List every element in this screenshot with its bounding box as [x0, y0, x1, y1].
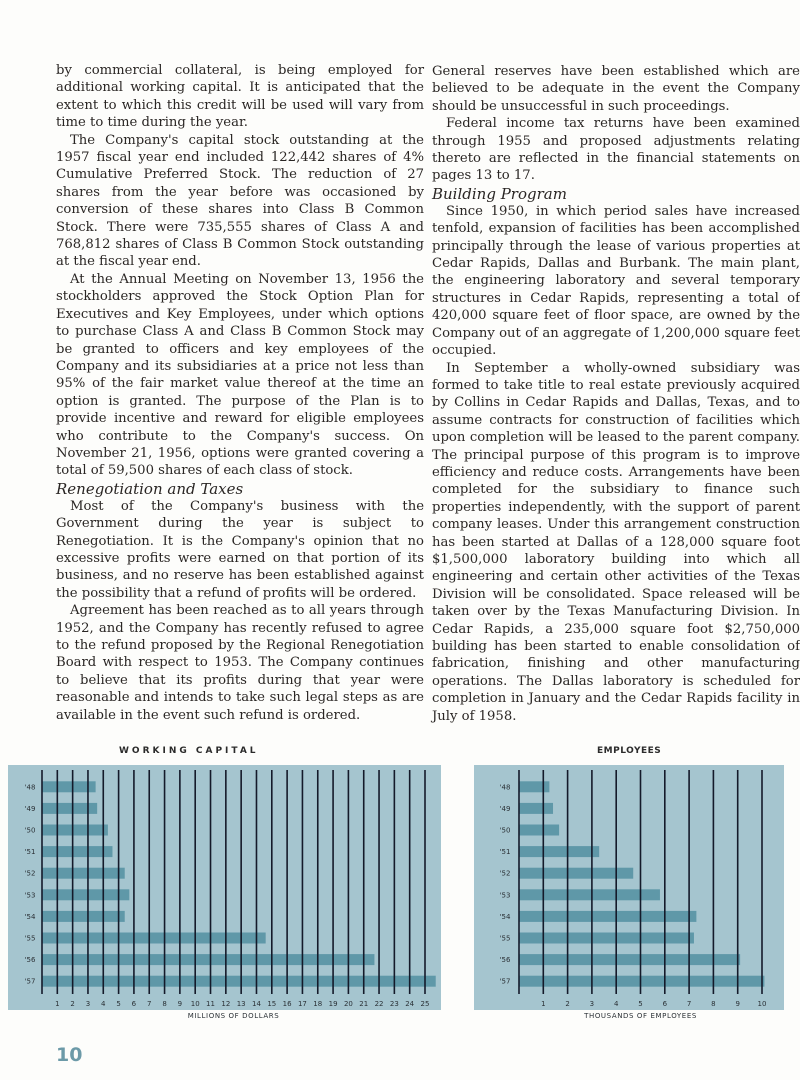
- section-heading-renegotiation: Renegotiation and Taxes: [56, 479, 244, 498]
- x-tick-label: 18: [313, 1000, 323, 1008]
- category-label: '49: [499, 804, 511, 813]
- bar-54: [519, 911, 696, 922]
- x-tick-label: 2: [70, 1000, 75, 1008]
- x-tick-label: 16: [282, 1000, 292, 1008]
- bar-51: [42, 846, 112, 857]
- category-label: '48: [24, 783, 36, 792]
- x-tick-label: 17: [297, 1000, 307, 1008]
- bar-54: [42, 911, 125, 922]
- x-tick-label: 8: [162, 1000, 167, 1008]
- x-tick-label: 20: [343, 1000, 353, 1008]
- bar-53: [42, 889, 129, 900]
- x-tick-label: 3: [589, 1000, 595, 1008]
- category-label: '54: [24, 912, 36, 921]
- x-tick-label: 6: [131, 1000, 137, 1008]
- x-tick-label: 8: [711, 1000, 716, 1008]
- bar-56: [519, 954, 740, 965]
- x-tick-label: 1: [55, 1000, 60, 1008]
- body-paragraph: At the Annual Meeting on November 13, 1956 the stockholders approved the Stock Option Plan for Executives and Key Employees, under which options to purchase Class A and Class B Common Stock may be granted to officers and key employees of the Company and its subsidiaries at a price not less than 95% of the fair market value thereof at the time an option is granted. The purpose of the Plan is to provide incentive and reward for eligible employees who contribute to the Company's success. On November 21, 1956, options were granted covering a total of 59,500 shares of each class of stock.: [56, 271, 424, 479]
- x-tick-label: 5: [116, 1000, 121, 1008]
- category-label: '55: [24, 934, 36, 943]
- bar-57: [519, 976, 764, 987]
- x-tick-label: 25: [420, 1000, 430, 1008]
- x-tick-label: 22: [374, 1000, 384, 1008]
- bar-49: [42, 803, 97, 814]
- x-tick-label: 1: [541, 1000, 546, 1008]
- bar-55: [42, 933, 266, 944]
- x-tick-label: 6: [662, 1000, 668, 1008]
- body-paragraph: Agreement has been reached as to all years through 1952, and the Company has recently refused to agree to the refund proposed by the Regional Renegotiation Board with respect to 1953. The Company continues to believe that its profits during that year were reasonable and intends to take such legal steps as are available in the event such refund is ordered.: [56, 603, 424, 723]
- employees-chart-title: EMPLOYEES: [597, 746, 662, 756]
- bar-51: [519, 846, 599, 857]
- bar-49: [519, 803, 553, 814]
- x-tick-label: 4: [101, 1000, 106, 1008]
- category-label: '57: [499, 977, 511, 986]
- x-tick-label: 19: [328, 1000, 338, 1008]
- bar-50: [519, 825, 559, 836]
- working-capital-chart-title: WORKING CAPITAL: [119, 746, 259, 756]
- left-paragraphs: [56, 62, 424, 480]
- x-tick-label: 7: [686, 1000, 692, 1008]
- right-paragraphs: [432, 63, 800, 185]
- x-tick-label: 24: [405, 1000, 415, 1008]
- x-tick-label: 10: [757, 1000, 767, 1008]
- body-paragraph: The Company's capital stock outstanding at the 1957 fiscal year end included 122,442 shares of 4% Cumulative Preferred Stock. The reduction of 27 shares from the year before was occasioned by conversion of these shares into Class B Common Stock. There were 735,555 shares of Class A and 768,812 shares of Class B Common Stock outstanding at the fiscal year end.: [56, 132, 424, 270]
- right-paragraphs-after: [432, 203, 800, 725]
- x-axis-label: THOUSANDS OF EMPLOYEES: [584, 1012, 697, 1020]
- x-tick-label: 2: [565, 1000, 570, 1008]
- bar-55: [519, 933, 694, 944]
- category-label: '51: [499, 848, 511, 857]
- bar-50: [42, 825, 108, 836]
- left-text-column: [56, 62, 424, 724]
- bar-48: [519, 781, 549, 792]
- x-tick-label: 7: [147, 1000, 152, 1008]
- x-tick-label: 10: [190, 1000, 200, 1008]
- body-paragraph: In September a wholly-owned subsidiary was formed to take title to real estate previously acquired by Collins in Cedar Rapids and Dallas, Texas, and to assume contracts for construction of facilities which upon completion will be leased to the parent company. The principal purpose of this program is to improve efficiency and reduce costs. Arrangements have been completed for the subsidiary to finance such properties independently, with the support of parent company leases. Under this arrangement construction has been started at Dallas of a 128,000 square foot $1,500,000 laboratory building into which all engineering and certain other activities of the Texas Division will be consolidated. Space released will be taken over by the Texas Manufacturing Division. In Cedar Rapids, a 235,000 square foot $2,750,000 building has been started to enable consolidation of fabrication, finishing and other manufacturing operations. The Dallas laboratory is scheduled for completion in January and the Cedar Rapids facility in July of 1958.: [432, 360, 800, 724]
- x-tick-label: 23: [389, 1000, 399, 1008]
- category-label: '50: [24, 826, 36, 835]
- x-tick-label: 9: [735, 1000, 740, 1008]
- x-tick-label: 21: [359, 1000, 369, 1008]
- x-tick-label: 13: [236, 1000, 246, 1008]
- body-paragraph: Federal income tax returns have been examined through 1955 and proposed adjustments relating thereto are reflected in the financial statements on pages 13 to 17.: [432, 116, 800, 184]
- body-paragraph: General reserves have been established which are believed to be adequate in the event the Company should be unsuccessful in such proceedings.: [432, 64, 800, 114]
- working-capital-chart: [8, 765, 441, 1020]
- left-paragraphs-after: [56, 498, 424, 724]
- category-label: '50: [499, 826, 511, 835]
- x-tick-label: 12: [221, 1000, 231, 1008]
- bar-57: [42, 976, 436, 987]
- category-label: '57: [24, 977, 36, 986]
- x-tick-label: 15: [267, 1000, 277, 1008]
- page-number: 10: [56, 1044, 83, 1066]
- category-label: '54: [499, 912, 511, 921]
- x-tick-label: 5: [638, 1000, 643, 1008]
- x-tick-label: 4: [613, 1000, 619, 1008]
- x-tick-label: 14: [252, 1000, 261, 1008]
- category-label: '52: [24, 869, 36, 878]
- x-tick-label: 3: [85, 1000, 91, 1008]
- bar-52: [42, 868, 125, 879]
- category-label: '53: [24, 891, 36, 900]
- category-label: '56: [24, 956, 36, 965]
- bar-53: [519, 889, 660, 900]
- x-tick-label: 11: [206, 1000, 215, 1008]
- category-label: '52: [499, 869, 511, 878]
- body-paragraph: Since 1950, in which period sales have increased tenfold, expansion of facilities has been accomplished principally through the lease of various properties at Cedar Rapids, Dallas and Burbank. The main plant, the engineering laboratory and several temporary structures in Cedar Rapids, representing a total of 420,000 square feet of floor space, are owned by the Company out of an aggregate of 1,200,000 square feet occupied.: [432, 203, 800, 359]
- category-label: '48: [499, 783, 511, 792]
- x-axis-label: MILLIONS OF DOLLARS: [187, 1012, 280, 1020]
- category-label: '53: [499, 891, 511, 900]
- category-label: '56: [499, 956, 511, 965]
- body-paragraph: Most of the Company's business with the Government during the year is subject to Renegotiation. It is the Company's opinion that no excessive profits were earned on that portion of its business, and no reserve has been established against the possibility that a refund of profits will be ordered.: [56, 498, 424, 601]
- category-label: '55: [499, 934, 511, 943]
- x-tick-label: 9: [177, 1000, 183, 1008]
- employees-chart: [474, 765, 784, 1020]
- right-text-column: [432, 63, 800, 725]
- category-label: '51: [24, 848, 36, 857]
- section-heading-building-program: Building Program: [432, 184, 567, 203]
- bar-56: [42, 954, 374, 965]
- body-paragraph: by commercial collateral, is being employed for additional working capital. It is anticipated that the extent to which this credit will be used will vary from time to time during the year.: [56, 63, 424, 131]
- category-label: '49: [24, 804, 36, 813]
